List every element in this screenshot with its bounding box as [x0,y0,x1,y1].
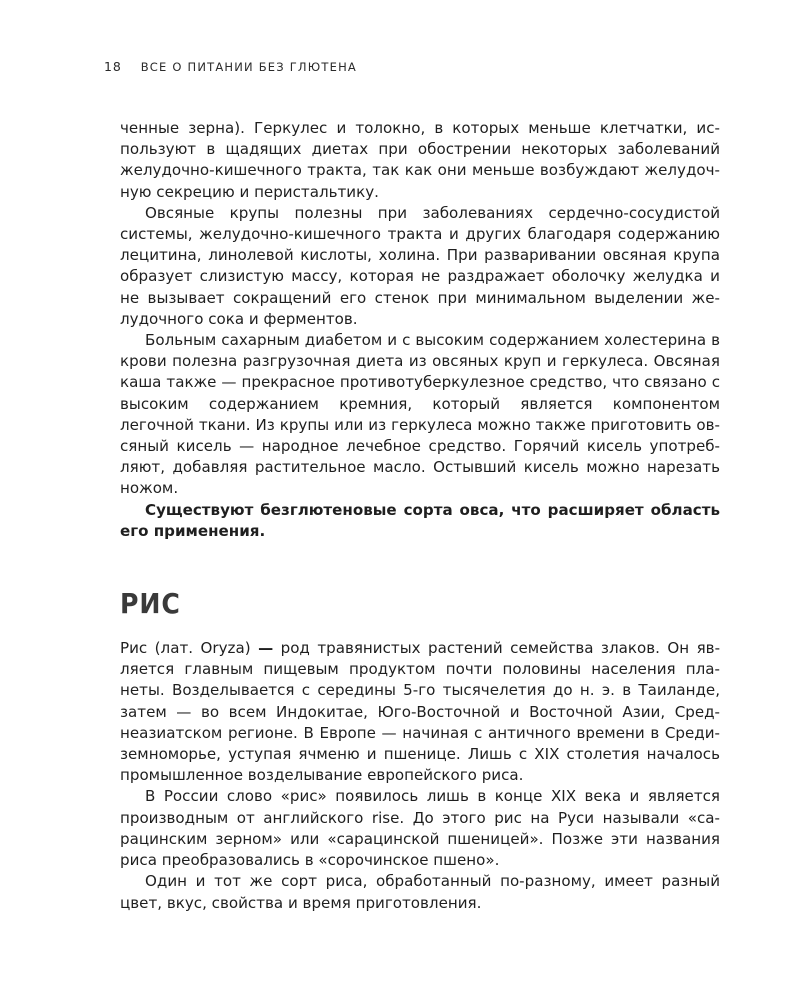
paragraph-rice-intro [120,638,720,786]
page-body [120,118,720,914]
book-title: ВСЕ О ПИТАНИИ БЕЗ ГЛЮТЕНА [140,60,357,74]
rice-intro-dash: — [258,639,274,658]
rice-intro-rest: род травянистых растений семейства злаков. Он является главным пищевым продуктом почти половины населения планеты. Возделывается с середины 5-го тысячелетия до н. э. в Таиланде, затем — во всем Индокитае, Юго-Восточной и Восточной Азии, Среднеазиатском регионе. В Европе — начиная с античного времени в Средиземноморье, уступая ячменю и пшенице. Лишь с XIX столетия началось промышленное возделывание европейского риса. [120,639,721,785]
section-title-rice: РИС [120,587,181,621]
paragraph-oats-continued: ченные зерна). Геркулес и толокно, в которых меньше клетчатки, используют в щадящих диетах при обострении некоторых заболеваний желудочно-кишечного тракта, так как они меньше возбуждают желудочную секрецию и перистальтику. [120,119,720,201]
rice-intro-start: Рис (лат. Oryza) [120,639,259,658]
paragraph-oats-benefits: Овсяные крупы полезны при заболеваниях сердечно-сосудистой системы, желудочно-кишечного тракта и других благодаря содержанию лецитина, линолевой кислоты, холина. При разваривании овсяная крупа образует слизистую массу, которая не раздражает оболочку желудка и не вызывает сокращений его стенок при минимальном выделении желудочного сока и ферментов. [120,203,720,328]
paragraph-rice-russia: В России слово «рис» появилось лишь в конце XIX века и является производным от английского rise. До этого рис на Руси называли «сарацинским зерном» или «сарацинской пшеницей». Позже эти названия риса преобразовались в «сорочинское пшено». [120,787,720,870]
paragraph-rice-varieties: Один и тот же сорт риса, обработанный по-разному, имеет разный цвет, вкус, свойства и время приготовления. [120,872,720,912]
running-head [104,59,357,77]
paragraph-gluten-free-oats: Существуют безглютеновые сорта овса, что расширяет область его применения. [120,500,720,540]
page-number: 18 [104,59,122,74]
paragraph-oats-diet: Больным сахарным диабетом и с высоким содержанием холестерина в крови полезна разгрузочная диета из овсяных круп и геркулеса. Овсяная каша также — прекрасное противотуберкулезное средство, что связано с высоким содержанием кремния, который является компонентом легочной ткани. Из крупы или из геркулеса можно также приготовить овсяный кисель — народное лечебное средство. Горячий кисель употребляют, добавляя растительное масло. Остывший кисель можно нарезать ножом. [120,331,720,498]
